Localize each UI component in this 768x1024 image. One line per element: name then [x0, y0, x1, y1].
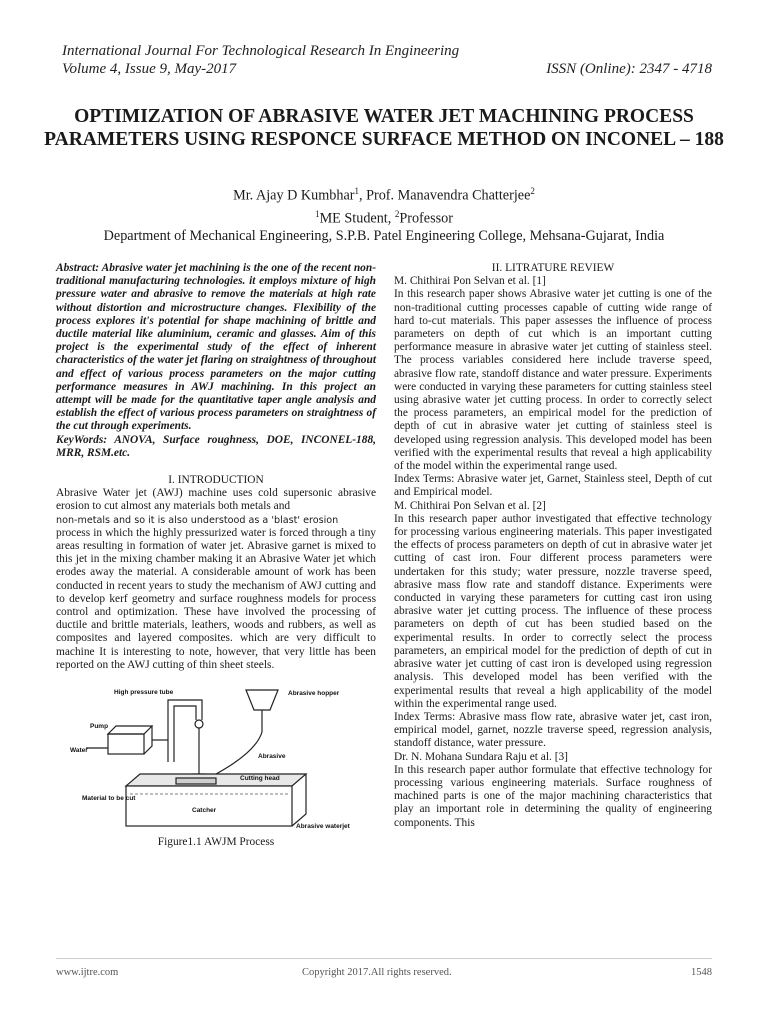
pressure-tube: [168, 700, 202, 762]
index-terms-1: Index Terms: Abrasive water jet, Garnet, Stainless steel, Depth of cut and Empirical model.: [394, 473, 712, 499]
abrasive-line: [216, 710, 262, 774]
reference-2-text: In this research paper author investigated that effective technology for processing various engineering materials. This paper investigated the effects of process parameters on depth of cut in abrasive water jet cutting of cast iron. Four different process parameters were undertaken for this study; water pressure, nozzle traverse speed, abrasive mass flow rate and standoff distance. Experiments were conducted in varying these parameters for cutting cast iron using abrasive water jet cutting process. The influence of these process parameters on depth of cut has been studied based on the experimental results. In order to correctly select the process parameters, an empirical model for the prediction of depth of cut in abrasive water jet cutting of cast iron is developed using regression analysis. This developed model has been verified with the experimental results that reveal a high applicability of the model within the experimental range used.: [394, 512, 712, 710]
keywords: KeyWords: ANOVA, Surface roughness, DOE, INCONEL-188, MRR, RSM.etc.: [56, 433, 376, 459]
valve-icon: [195, 720, 203, 728]
footer-copyright: Copyright 2017.All rights reserved.: [302, 967, 452, 978]
author-2-name: Prof. Manavendra Chatterjee: [366, 187, 531, 204]
introduction-heading: I. INTRODUCTION: [168, 474, 264, 487]
journal-header: [62, 42, 712, 78]
introduction-text-3: process in which the highly pressurized water is forced through a tiny areas resulting in formation of water jet. Abrasive garnet is mixed to this jet in the mixing chamber making it an Abrasive Water jet which erodes away the material. A considerable amount of work has been conducted in recent years to study the mechanism of AWJ cutting and to develop kerf geometry and surface roughness models for process control and optimization. These have involved the processing of ductile and brittle materials, leathers, woods and rubbers, as well as composites and layered composites. which are very difficult to machine It is interesting to note, however, that very little has been reported on the AWJ cutting of thin sheet steels.: [56, 526, 376, 671]
figure-caption: Figure1.1 AWJM Process: [157, 836, 275, 849]
pump-top: [108, 726, 152, 734]
footer-page-number: 1548: [691, 967, 712, 978]
author-separator: ,: [359, 187, 367, 204]
footer-rule: [56, 958, 712, 959]
role-1-sup: 1: [315, 208, 320, 219]
reference-1: M. Chithirai Pon Selvan et al. [1]: [394, 275, 546, 288]
reference-3: Dr. N. Mohana Sundara Raju et al. [3]: [394, 750, 568, 763]
literature-heading: II. LITRATURE REVIEW: [491, 262, 615, 274]
pressure-tube-inner: [174, 706, 196, 762]
label-high-pressure-tube: High pressure tube: [114, 689, 174, 697]
journal-issn: ISSN (Online): 2347 - 4718: [546, 61, 712, 77]
introduction-text-2: non-metals and so it is also understood as a 'blast' erosion: [56, 514, 339, 526]
label-abrasive-waterjet: Abrasive waterjet: [296, 823, 350, 831]
cut-slot: [176, 778, 216, 784]
awjm-diagram: [56, 682, 376, 830]
pump-body: [108, 734, 144, 754]
author-names: [40, 182, 728, 205]
right-column: [394, 262, 712, 830]
index-terms-2: Index Terms: Abrasive mass flow rate, abrasive water jet, cast iron, empirical model, garnet, nozzle traverse speed, regression analysis, standoff distance, water pressure.: [394, 710, 712, 750]
footer-site-link[interactable]: www.ijtre.com: [56, 967, 119, 978]
label-cutting-head: Cutting head: [240, 775, 280, 783]
journal-volume: Volume 4, Issue 9, May-2017: [62, 61, 237, 77]
reference-2: M. Chithirai Pon Selvan et al. [2]: [394, 499, 546, 512]
journal-name: International Journal For Technological Research In Engineering: [62, 43, 460, 59]
author-2-sup: 2: [530, 186, 535, 196]
label-catcher: Catcher: [192, 807, 217, 815]
left-column: [56, 262, 376, 849]
role-2-sup: 2: [394, 208, 400, 219]
author-1-sup: 1: [354, 186, 359, 196]
abrasive-hopper: [246, 690, 278, 710]
label-abrasive-hopper: Abrasive hopper: [288, 690, 340, 698]
role-2: Professor: [399, 210, 453, 227]
label-water: Water: [70, 747, 88, 755]
affiliation: Department of Mechanical Engineering, S.P.B. Patel Engineering College, Mehsana-Gujarat, India: [103, 228, 665, 245]
paper-title: OPTIMIZATION OF ABRASIVE WATER JET MACHINING PROCESS PARAMETERS USING RESPONCE SURFACE METHOD ON INCONEL – 188: [44, 106, 724, 150]
author-block: [40, 182, 728, 245]
author-roles: [40, 205, 728, 228]
catcher-body: [126, 786, 292, 826]
abstract: Abstract: Abrasive water jet machining is the one of the recent non-traditional manufacturing technologies. it employs mixture of high pressure water and abrasive to remove the materials at high rate without distortion and microstructure changes. Flexibility of the process explores it's potential for shape machining of brittle and ductile material like aluminium, ceramic and glasses. Aim of this project is the experimental study of the effect of inherent characteristics of the water jet flaring on straightness of throughout and effect of various process parameters on the major cutting performance measures in AWJ machining. In this project an attempt will be made for the quantitative taper angle analysis and establish the effect of various process parameters on straightness of the cut through experiments.: [56, 262, 376, 433]
label-abrasive: Abrasive: [258, 753, 286, 761]
label-pump: Pump: [90, 723, 109, 731]
author-1-name: Mr. Ajay D Kumbhar: [233, 187, 355, 204]
role-1: ME Student,: [319, 210, 395, 227]
reference-3-text: In this research paper author formulate that effective technology for processing various engineering materials. Surface roughness of machined parts is one of the major machining characteristics that play an important role in determining the quality of engineering components. This: [394, 763, 712, 829]
introduction-text-1: Abrasive Water jet (AWJ) machine uses cold supersonic abrasive erosion to cut almost any materials both metals and: [56, 487, 376, 513]
reference-1-text: In this research paper shows Abrasive water jet cutting is one of the non-traditional cutting processes capable of cutting wide range of hard to-cut materials. This paper assesses the influence of process parameters on depth of cut which is an important cutting performance measure in abrasive water jet cutting of stainless steel. The process variables considered here include traverse speed, abrasive flow rate, standoff distance and water pressure. Experiments were conducted in varying these parameters for cutting stainless steel using abrasive water jet cutting process. In order to correctly select the process parameters, an empirical model for the prediction of depth of cut in abrasive water jet cutting of stainless steel is developed using regression analysis. This developed model has been verified with the experimental results that reveal a high applicability of the model within the experimental range used.: [394, 288, 712, 473]
awjm-figure: [56, 682, 376, 849]
label-material-to-be-cut: Material to be cut: [82, 795, 136, 803]
